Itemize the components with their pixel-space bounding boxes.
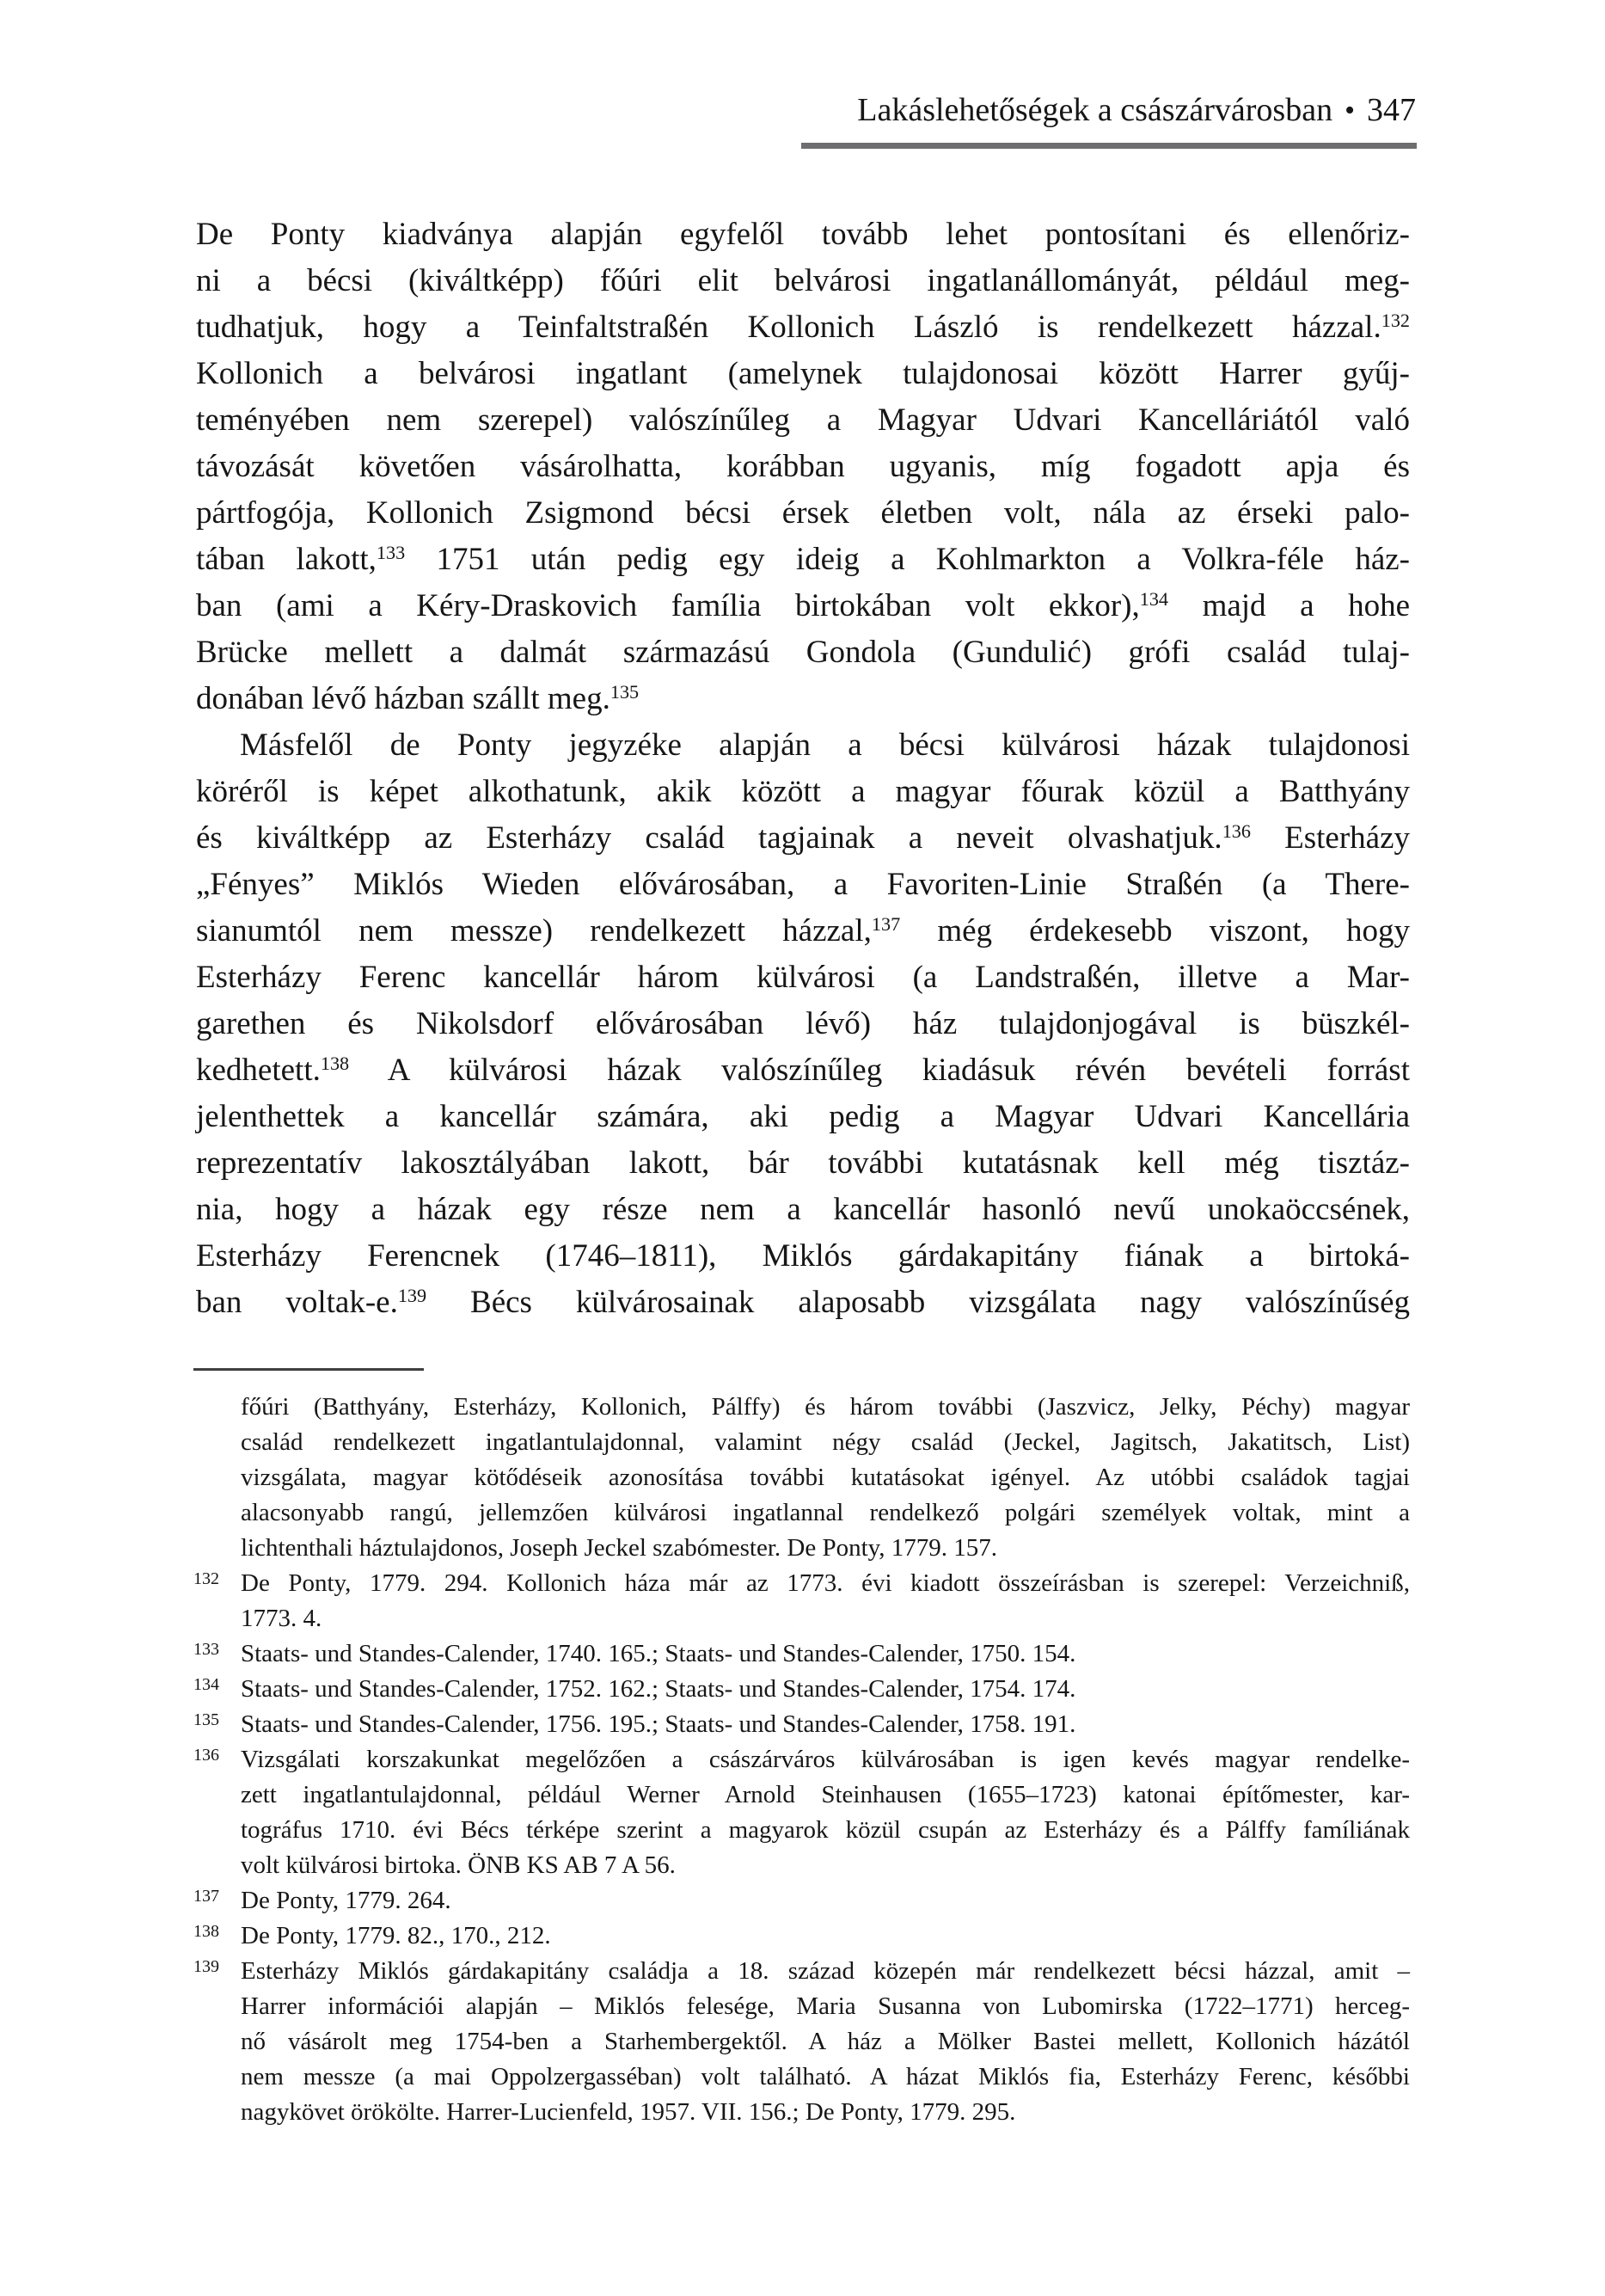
footnote-line: volt külvárosi birtoka. ÖNB KS AB 7 A 56. xyxy=(241,1851,676,1879)
footnote-line: De Ponty, 1779. 82., 170., 212. xyxy=(241,1922,551,1949)
footnote-line: De Ponty, 1779. 264. xyxy=(241,1887,451,1914)
footnote-line: család rendelkezett ingatlantulajdonnal, valamint négy család (Jeckel, Jagitsch, Jakatitsch, List) xyxy=(241,1428,1410,1456)
footnote-ref-139: 139 xyxy=(397,1285,427,1307)
body-line: köréről is képet alkothatunk, akik között a magyar főurak közül a Batthyány xyxy=(196,774,1410,809)
footnote-line: Staats- und Standes-Calender, 1752. 162.; Staats- und Standes-Calender, 1754. 174. xyxy=(241,1675,1076,1703)
body-line: reprezentatív lakosztályában lakott, bár további kutatásnak kell még tisztáz- xyxy=(196,1145,1410,1181)
footnote-number-133: 133 xyxy=(193,1640,219,1659)
footnote-ref-136: 136 xyxy=(1222,820,1251,843)
footnote-133 xyxy=(193,1636,1410,1672)
footnote-line: lichtenthali háztulajdonos, Joseph Jeckel szabómester. De Ponty, 1779. 157. xyxy=(241,1534,998,1562)
footnote-line: tográfus 1710. évi Bécs térképe szerint a magyarok közül csupán az Esterházy és a Pálffy famíliának xyxy=(241,1816,1410,1844)
body-line: De Ponty kiadványa alapján egyfelől tovább lehet pontosítani és ellenőriz- xyxy=(196,217,1410,252)
footnote-line: alacsonyabb rangú, jellemzően külvárosi ingatlannal rendelkező polgári személyek voltak, mint a xyxy=(241,1499,1410,1526)
body-line: donában lévő házban szállt meg.$^{135}$ xyxy=(196,681,640,716)
footnote-line: Harrer információi alapján – Miklós felesége, Maria Susanna von Lubomirska (1722–1771) herceg- xyxy=(241,1992,1410,2020)
header-separator-dot: • xyxy=(1345,95,1355,126)
footnote-line: 1773. 4. xyxy=(241,1605,322,1632)
body-line: kedhetett.$^{138}$ A külvárosi házak valószínűleg kiadásuk révén bevételi forrást xyxy=(196,1053,1410,1088)
footnote-line: vizsgálata, magyar kötődéseik azonosítása további kutatásokat igényel. Az utóbbi családok tagjai xyxy=(241,1464,1410,1491)
footnote-continuation xyxy=(241,1390,1410,1566)
body-line: garethen és Nikolsdorf elővárosában lévő) ház tulajdonjogával is büszkél- xyxy=(196,1006,1410,1041)
footnote-line: nem messze (a mai Oppolzergasséban) volt található. A házat Miklós fia, Esterházy Ferenc, későbbi xyxy=(241,2063,1410,2090)
footnote-number-134: 134 xyxy=(193,1675,219,1694)
body-line: nia, hogy a házak egy része nem a kancellár hasonló nevű unokaöccsének, xyxy=(196,1192,1410,1227)
body-line: ban (ami a Kéry-Draskovich família birtokában volt ekkor),$^{134}$ majd a hohe xyxy=(196,588,1410,623)
body-line: teményében nem szerepel) valószínűleg a Magyar Udvari Kancelláriától való xyxy=(196,402,1410,438)
page-number: 347 xyxy=(1367,92,1416,128)
body-line: „Fényes” Miklós Wieden elővárosában, a Favoriten-Linie Straßén (a There- xyxy=(196,867,1410,902)
footnote-ref-138: 138 xyxy=(320,1053,350,1075)
header-rule xyxy=(801,143,1417,149)
footnote-ref-132: 132 xyxy=(1381,310,1410,332)
footnote-ref-134: 134 xyxy=(1139,588,1169,611)
footnote-number-139: 139 xyxy=(193,1957,219,1976)
footnote-136 xyxy=(193,1742,1410,1883)
paragraph-1 xyxy=(196,212,1410,722)
body-line: Másfelől de Ponty jegyzéke alapján a bécsi külvárosi házak tulajdonosi xyxy=(240,727,1410,763)
footnote-line: zett ingatlantulajdonnal, például Werner Arnold Steinhausen (1655–1723) katonai építőmester, kar- xyxy=(241,1781,1410,1808)
footnote-number-138: 138 xyxy=(193,1922,219,1941)
footnote-139 xyxy=(193,1954,1410,2130)
footnote-line: Esterházy Miklós gárdakapitány családja a 18. század közepén már rendelkezett bécsi házzal, amit – xyxy=(241,1957,1410,1985)
footnote-line: Staats- und Standes-Calender, 1740. 165.; Staats- und Standes-Calender, 1750. 154. xyxy=(241,1640,1076,1667)
footnote-132 xyxy=(193,1566,1410,1636)
footnote-ref-135: 135 xyxy=(610,681,640,703)
running-header-title: Lakáslehetőségek a császárvárosban xyxy=(857,92,1333,128)
body-line: tában lakott,$^{133}$ 1751 után pedig egy ideig a Kohlmarkton a Volkra-féle ház- xyxy=(196,542,1410,577)
footnote-number-137: 137 xyxy=(193,1887,219,1906)
paragraph-2 xyxy=(196,722,1410,1326)
body-text xyxy=(196,212,1410,1326)
body-line: ban voltak-e.$^{139}$ Bécs külvárosainak alaposabb vizsgálata nagy valószínűség xyxy=(196,1285,1411,1320)
footnote-137 xyxy=(193,1883,1410,1918)
body-line: Esterházy Ferencnek (1746–1811), Miklós gárdakapitány fiának a birtoká- xyxy=(196,1238,1410,1274)
footnote-line: Staats- und Standes-Calender, 1756. 195.; Staats- und Standes-Calender, 1758. 191. xyxy=(241,1710,1076,1738)
footnote-number-135: 135 xyxy=(193,1710,219,1729)
footnote-138 xyxy=(193,1918,1410,1954)
footnote-line: főúri (Batthyány, Esterházy, Kollonich, Pálffy) és három további (Jaszvicz, Jelky, Péchy) magyar xyxy=(241,1393,1410,1421)
body-line: sianumtól nem messze) rendelkezett házzal,$^{137}$ még érdekesebb viszont, hogy xyxy=(196,913,1410,948)
footnotes xyxy=(193,1390,1410,2130)
body-line: ni a bécsi (kiváltképp) főúri elit belvárosi ingatlanállományát, például meg- xyxy=(196,263,1410,298)
body-line: pártfogója, Kollonich Zsigmond bécsi érsek életben volt, nála az érseki palo- xyxy=(196,495,1410,531)
footnote-135 xyxy=(193,1707,1410,1742)
footnote-number-132: 132 xyxy=(193,1569,219,1588)
body-line: tudhatjuk, hogy a Teinfaltstraßén Kollonich László is rendelkezett házzal.$^{132}$ xyxy=(196,310,1410,345)
footnote-ref-133: 133 xyxy=(376,542,406,564)
footnote-line: nagykövet örökölte. Harrer-Lucienfeld, 1957. VII. 156.; De Ponty, 1779. 295. xyxy=(241,2098,1016,2126)
body-line: Esterházy Ferenc kancellár három külvárosi (a Landstraßén, illetve a Mar- xyxy=(196,960,1410,995)
body-line: és kiváltképp az Esterházy család tagjainak a neveit olvashatjuk.$^{136}$ Esterházy xyxy=(196,820,1410,856)
body-line: távozását követően vásárolhatta, korábban ugyanis, míg fogadott apja és xyxy=(196,449,1410,484)
running-header xyxy=(857,91,1416,130)
body-line: jelenthettek a kancellár számára, aki pedig a Magyar Udvari Kancellária xyxy=(196,1099,1410,1134)
footnote-line: De Ponty, 1779. 294. Kollonich háza már az 1773. évi kiadott összeírásban is szerepel: Verzeichniß, xyxy=(241,1569,1410,1597)
footnote-ref-137: 137 xyxy=(871,913,901,936)
footnote-number-136: 136 xyxy=(193,1746,219,1765)
footnote-line: Vizsgálati korszakunkat megelőzően a császárváros külvárosában is igen kevés magyar rendelke- xyxy=(241,1746,1410,1773)
body-line: Kollonich a belvárosi ingatlant (amelynek tulajdonosai között Harrer gyűj- xyxy=(196,356,1410,391)
footnote-divider xyxy=(193,1368,424,1371)
footnote-134 xyxy=(193,1672,1410,1707)
body-line: Brücke mellett a dalmát származású Gondola (Gundulić) grófi család tulaj- xyxy=(196,635,1410,670)
footnote-line: nő vásárolt meg 1754-ben a Starhembergektől. A ház a Mölker Bastei mellett, Kollonich házától xyxy=(241,2028,1410,2055)
